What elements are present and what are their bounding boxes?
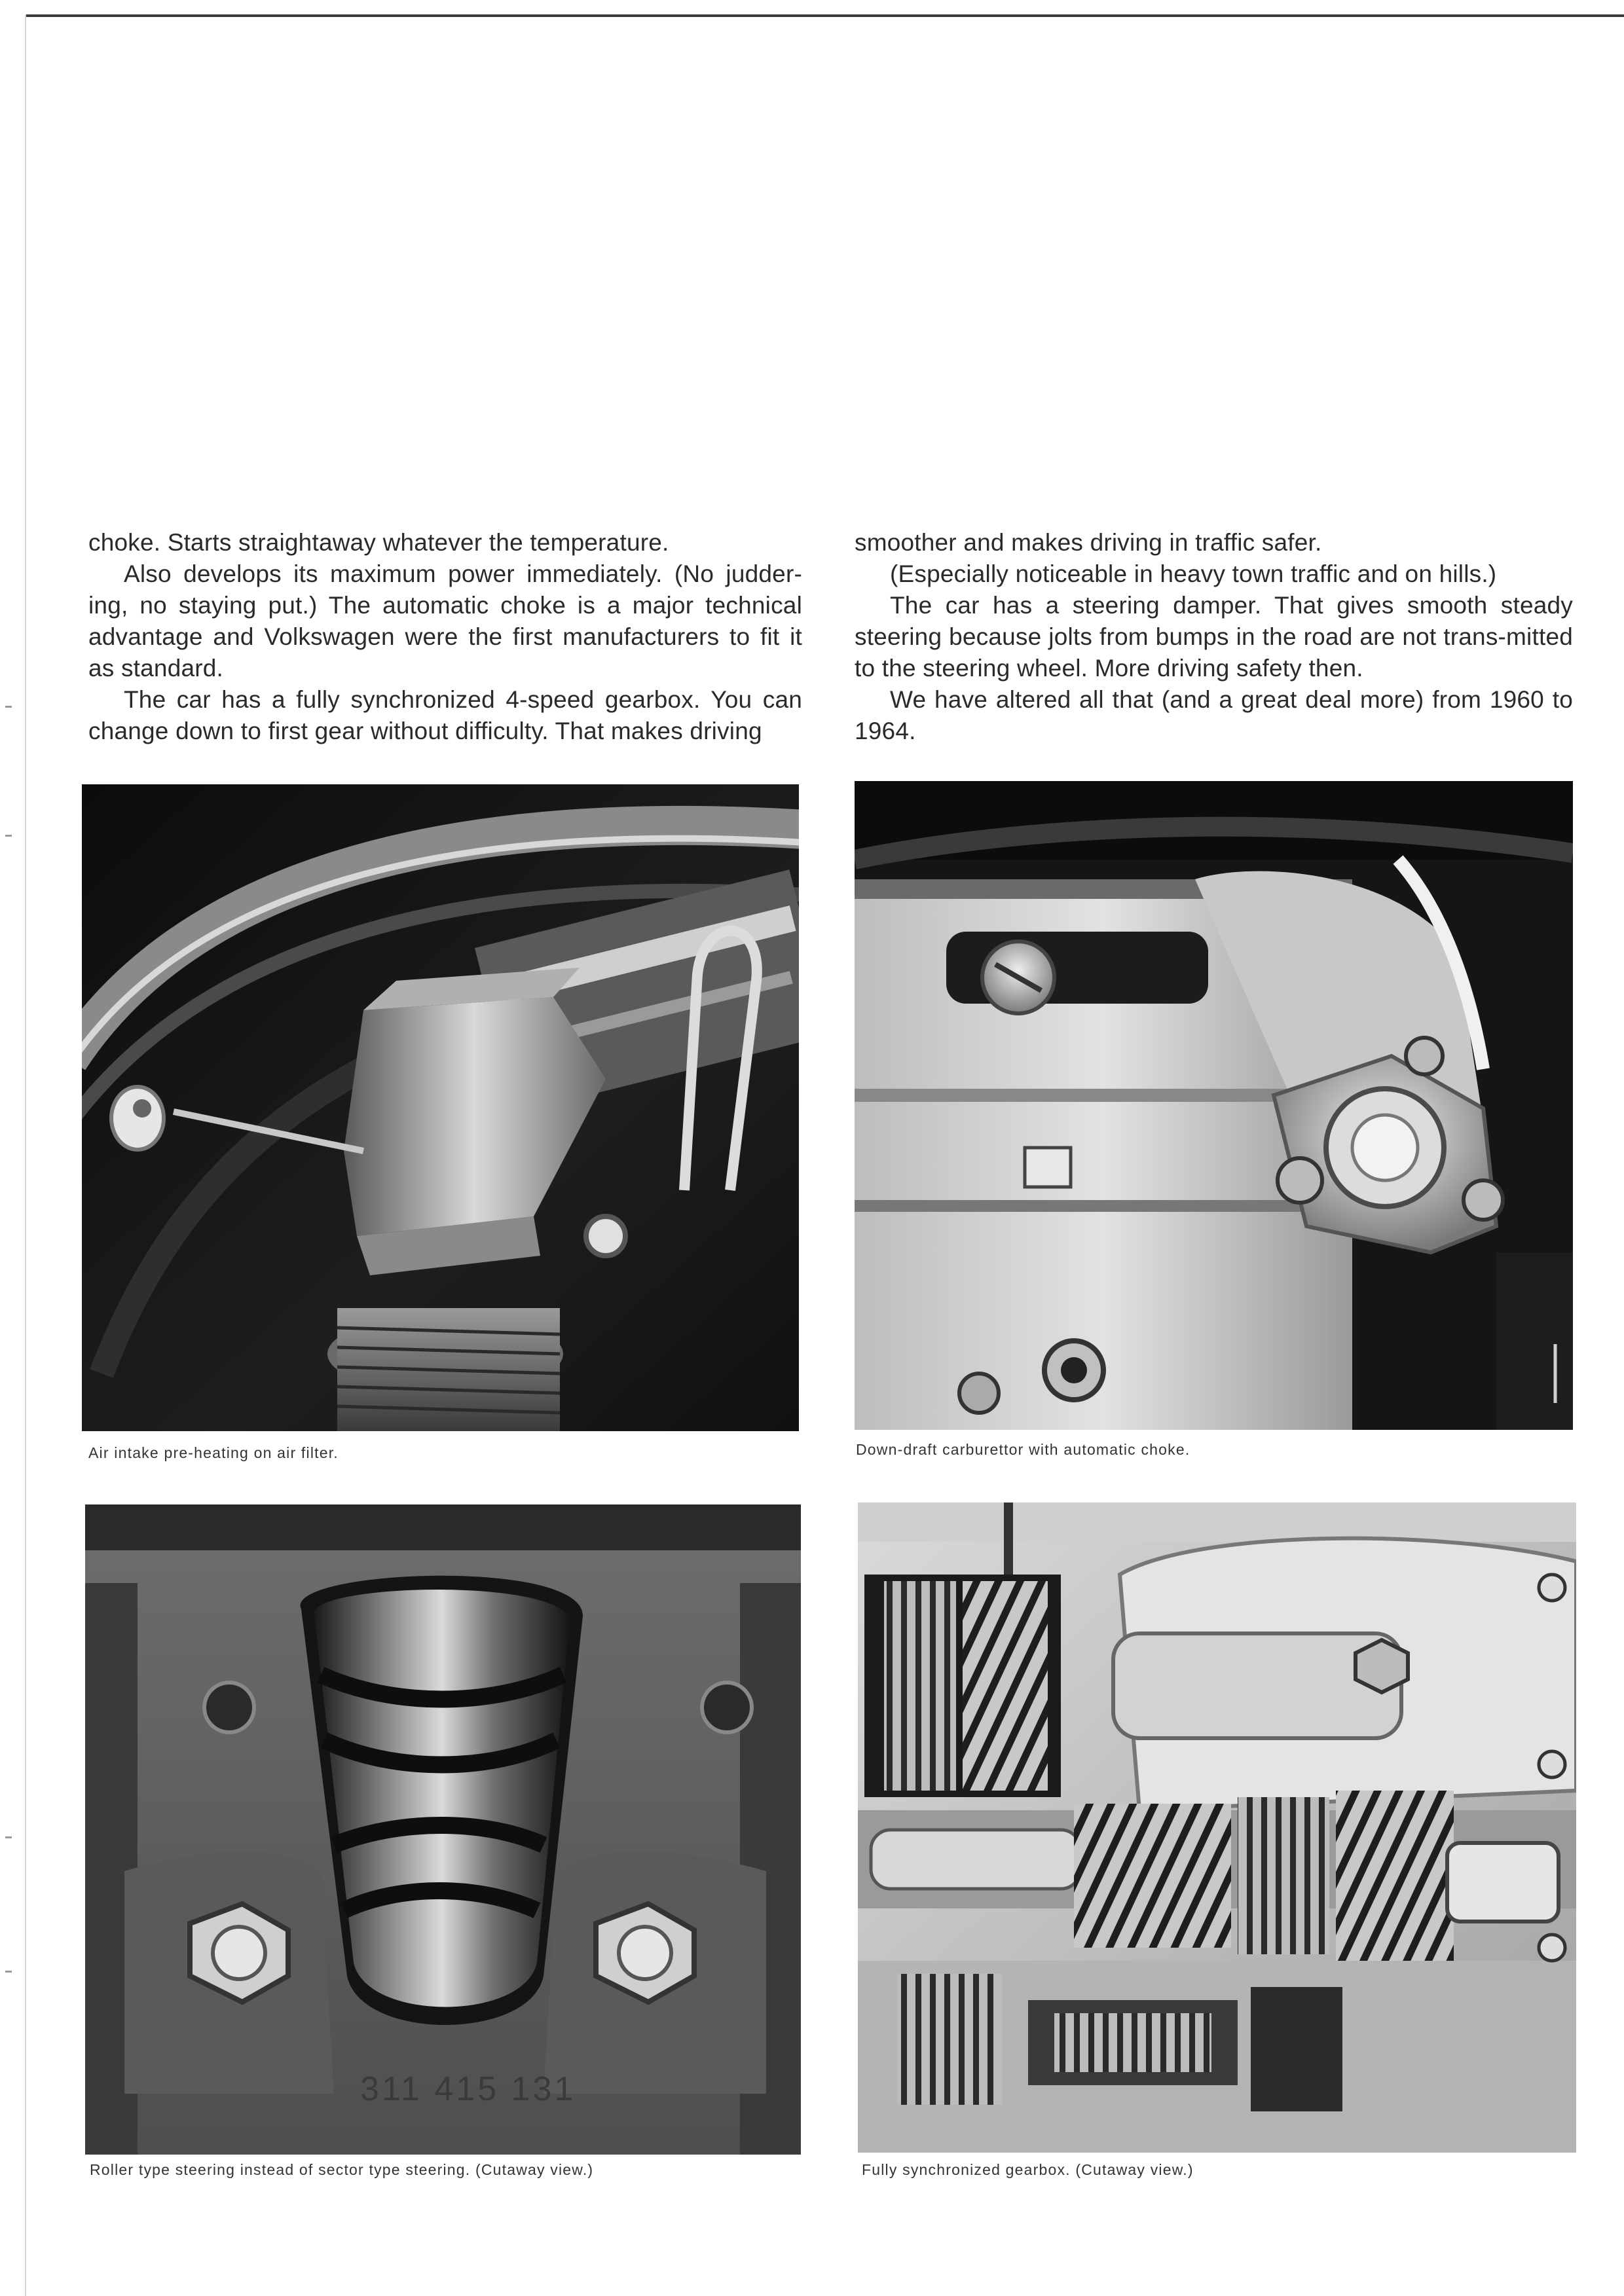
photo-carburettor bbox=[855, 781, 1573, 1430]
photo-air-intake bbox=[82, 784, 799, 1431]
margin-tick bbox=[5, 1836, 12, 1838]
photo-caption: Roller type steering instead of sector type steering. (Cutaway view.) bbox=[90, 2161, 594, 2178]
carburettor-illustration bbox=[855, 781, 1573, 1430]
paragraph: smoother and makes driving in traffic safer. bbox=[855, 529, 1322, 556]
gearbox-illustration bbox=[858, 1503, 1576, 2153]
paragraph: Also develops its maximum power immediately. (No judder-ing, no staying put.) The automatic choke is a major technical advantage and Volkswagen were the first manufacturers to fit it as standard. bbox=[88, 560, 802, 682]
photo-caption: Air intake pre-heating on air filter. bbox=[88, 1444, 339, 1461]
paragraph: (Especially noticeable in heavy town traffic and on hills.) bbox=[890, 560, 1497, 587]
photo-steering bbox=[85, 1504, 801, 2155]
air-filter-illustration bbox=[82, 784, 799, 1431]
part-number-casting: 311 415 131 bbox=[360, 2070, 576, 2108]
body-text-left-column bbox=[88, 527, 802, 747]
paragraph: The car has a fully synchronized 4-speed gearbox. You can change down to first gear without difficulty. That makes driving bbox=[88, 686, 802, 744]
steering-box-illustration bbox=[85, 1504, 801, 2155]
paragraph: The car has a steering damper. That gives smooth steady steering because jolts from bumps in the road are not trans-mitted to the steering wheel. More driving safety then. bbox=[855, 592, 1573, 682]
body-text-right-column bbox=[855, 527, 1573, 747]
photo-caption: Fully synchronized gearbox. (Cutaway view.) bbox=[862, 2161, 1194, 2178]
margin-tick bbox=[5, 706, 12, 708]
photo-gearbox bbox=[858, 1503, 1576, 2153]
margin-tick bbox=[5, 835, 12, 837]
page-edge-shadow bbox=[25, 14, 26, 2296]
paragraph: We have altered all that (and a great deal more) from 1960 to 1964. bbox=[855, 686, 1573, 744]
photo-caption: Down-draft carburettor with automatic choke. bbox=[856, 1441, 1190, 1458]
margin-tick bbox=[5, 1971, 12, 1973]
top-rule bbox=[26, 14, 1624, 17]
paragraph: choke. Starts straightaway whatever the temperature. bbox=[88, 529, 669, 556]
